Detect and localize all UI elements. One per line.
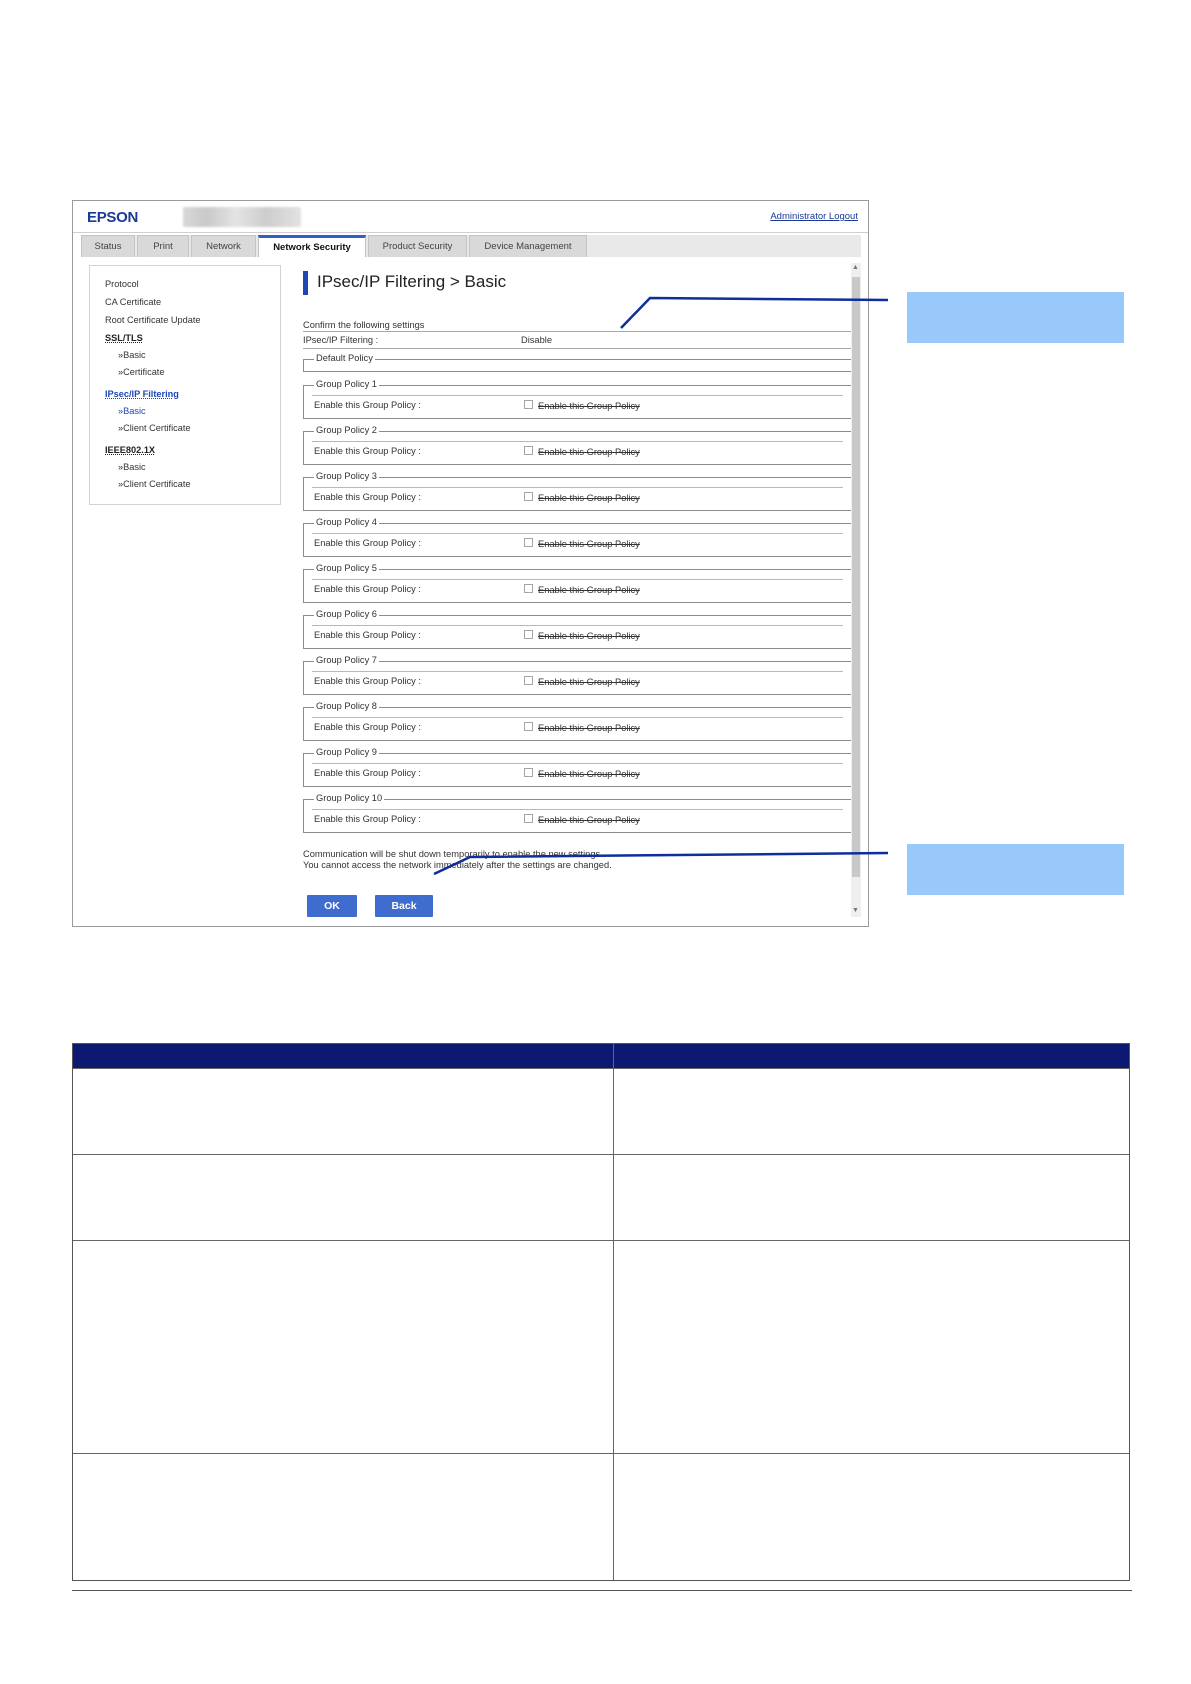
group-policy-enable-label: Enable this Group Policy : xyxy=(314,768,421,778)
group-policy-6-fieldset xyxy=(303,609,852,649)
confirm-text: Confirm the following settings xyxy=(303,320,425,330)
group-policy-legend: Group Policy 9 xyxy=(316,747,377,757)
default-policy-legend: Default Policy xyxy=(316,353,373,363)
group-policy-3-checkbox[interactable] xyxy=(524,492,533,501)
group-policy-5-fieldset xyxy=(303,563,852,603)
sidebar-item-ipsec-basic[interactable]: »Basic xyxy=(118,406,146,416)
default-policy-fieldset xyxy=(303,353,852,372)
notice-line-1: Communication will be shut down temporarily to enable the new settings. xyxy=(303,849,603,859)
title-accent-bar xyxy=(303,271,308,295)
page-body xyxy=(81,257,861,923)
divider xyxy=(312,671,843,672)
group-policy-enable-label: Enable this Group Policy : xyxy=(314,676,421,686)
table-row-line xyxy=(73,1154,1129,1155)
notice-line-2: You cannot access the network immediately after the settings are changed. xyxy=(303,860,612,870)
sidebar-item-ieee-basic[interactable]: »Basic xyxy=(118,462,146,472)
tab-network[interactable]: Network xyxy=(191,235,256,257)
group-policy-enable-label: Enable this Group Policy : xyxy=(314,584,421,594)
group-policy-check-text: Enable this Group Policy xyxy=(538,539,640,549)
group-policy-legend: Group Policy 8 xyxy=(316,701,377,711)
group-policy-enable-label: Enable this Group Policy : xyxy=(314,538,421,548)
group-policy-7-checkbox[interactable] xyxy=(524,676,533,685)
group-policy-3-fieldset xyxy=(303,471,852,511)
divider xyxy=(312,533,843,534)
browser-screenshot xyxy=(72,200,869,927)
group-policy-enable-label: Enable this Group Policy : xyxy=(314,814,421,824)
ipsec-filtering-value: Disable xyxy=(521,335,553,345)
tab-network-security[interactable]: Network Security xyxy=(258,235,366,258)
main-tabs xyxy=(81,235,861,257)
group-policy-2-checkbox[interactable] xyxy=(524,446,533,455)
divider xyxy=(312,625,843,626)
divider xyxy=(312,441,843,442)
group-policy-4-checkbox[interactable] xyxy=(524,538,533,547)
scroll-up-icon[interactable]: ▲ xyxy=(852,264,859,271)
sidebar-item-protocol[interactable]: Protocol xyxy=(105,279,139,289)
divider xyxy=(303,348,852,349)
table-row-line xyxy=(73,1453,1129,1454)
group-policy-check-text: Enable this Group Policy xyxy=(538,677,640,687)
group-policy-enable-label: Enable this Group Policy : xyxy=(314,722,421,732)
group-policy-legend: Group Policy 10 xyxy=(316,793,383,803)
sidebar-item-ssl-certificate[interactable]: »Certificate xyxy=(118,367,165,377)
app-header xyxy=(73,201,868,233)
group-policy-check-text: Enable this Group Policy xyxy=(538,493,640,503)
ok-button[interactable]: OK xyxy=(307,895,357,917)
group-policy-4-fieldset xyxy=(303,517,852,557)
group-policy-enable-label: Enable this Group Policy : xyxy=(314,492,421,502)
group-policy-check-text: Enable this Group Policy xyxy=(538,769,640,779)
tab-product-security[interactable]: Product Security xyxy=(368,235,467,257)
divider xyxy=(312,809,843,810)
page-title: IPsec/IP Filtering > Basic xyxy=(317,272,507,291)
group-policy-legend: Group Policy 7 xyxy=(316,655,377,665)
sidebar-item-ipsec-ip-filtering[interactable]: IPsec/IP Filtering xyxy=(105,389,179,399)
divider xyxy=(312,395,843,396)
group-policy-8-checkbox[interactable] xyxy=(524,722,533,731)
ipsec-filtering-label: IPsec/IP Filtering : xyxy=(303,335,379,345)
blurred-printer-name xyxy=(183,207,301,227)
sidebar-item-ssl-basic[interactable]: »Basic xyxy=(118,350,146,360)
table-column-divider xyxy=(613,1044,614,1580)
group-policy-enable-label: Enable this Group Policy : xyxy=(314,446,421,456)
sidebar-item-root-certificate-update[interactable]: Root Certificate Update xyxy=(105,315,201,325)
divider xyxy=(312,717,843,718)
group-policy-legend: Group Policy 4 xyxy=(316,517,377,527)
table-header xyxy=(73,1044,1129,1068)
group-policy-10-checkbox[interactable] xyxy=(524,814,533,823)
sidebar xyxy=(89,265,281,505)
sidebar-item-ssl-tls[interactable]: SSL/TLS xyxy=(105,333,143,343)
content-area xyxy=(81,257,861,923)
group-policy-legend: Group Policy 1 xyxy=(316,379,377,389)
group-policy-9-fieldset xyxy=(303,747,852,787)
group-policy-check-text: Enable this Group Policy xyxy=(538,447,640,457)
group-policy-enable-label: Enable this Group Policy : xyxy=(314,400,421,410)
sidebar-item-ca-certificate[interactable]: CA Certificate xyxy=(105,297,162,307)
callout-box-bottom xyxy=(907,844,1124,895)
tab-device-management[interactable]: Device Management xyxy=(469,235,587,257)
group-policy-7-fieldset xyxy=(303,655,852,695)
group-policy-check-text: Enable this Group Policy xyxy=(538,723,640,733)
page-bottom-rule xyxy=(72,1590,1132,1591)
group-policy-1-checkbox[interactable] xyxy=(524,400,533,409)
group-policy-9-checkbox[interactable] xyxy=(524,768,533,777)
scrollbar-thumb[interactable] xyxy=(852,277,860,877)
group-policy-legend: Group Policy 5 xyxy=(316,563,377,573)
group-policy-5-checkbox[interactable] xyxy=(524,584,533,593)
scroll-down-icon[interactable]: ▼ xyxy=(852,907,859,914)
group-policy-legend: Group Policy 6 xyxy=(316,609,377,619)
tab-print[interactable]: Print xyxy=(137,235,189,257)
divider xyxy=(312,579,843,580)
group-policy-1-fieldset xyxy=(303,379,852,419)
sidebar-item-ieee8021x[interactable]: IEEE802.1X xyxy=(105,445,156,455)
administrator-logout-link[interactable]: Administrator Logout xyxy=(770,211,858,222)
divider xyxy=(303,331,852,332)
group-policy-legend: Group Policy 3 xyxy=(316,471,377,481)
divider xyxy=(312,487,843,488)
group-policy-8-fieldset xyxy=(303,701,852,741)
epson-logo: EPSON xyxy=(87,209,139,226)
table-row-line xyxy=(73,1240,1129,1241)
description-table xyxy=(72,1043,1130,1581)
group-policy-enable-label: Enable this Group Policy : xyxy=(314,630,421,640)
group-policy-10-fieldset xyxy=(303,793,852,833)
table-row-line xyxy=(73,1068,1129,1069)
callout-box-top xyxy=(907,292,1124,343)
group-policy-6-checkbox[interactable] xyxy=(524,630,533,639)
group-policy-2-fieldset xyxy=(303,425,852,465)
tab-status[interactable]: Status xyxy=(81,235,135,257)
sidebar-item-ipsec-client-certificate[interactable]: »Client Certificate xyxy=(118,423,191,433)
back-button[interactable]: Back xyxy=(375,895,433,917)
group-policy-check-text: Enable this Group Policy xyxy=(538,401,640,411)
group-policy-check-text: Enable this Group Policy xyxy=(538,815,640,825)
group-policy-check-text: Enable this Group Policy xyxy=(538,631,640,641)
group-policy-check-text: Enable this Group Policy xyxy=(538,585,640,595)
vertical-scrollbar[interactable] xyxy=(851,263,861,917)
group-policy-legend: Group Policy 2 xyxy=(316,425,377,435)
divider xyxy=(312,763,843,764)
sidebar-item-ieee-client-certificate[interactable]: »Client Certificate xyxy=(118,479,191,489)
